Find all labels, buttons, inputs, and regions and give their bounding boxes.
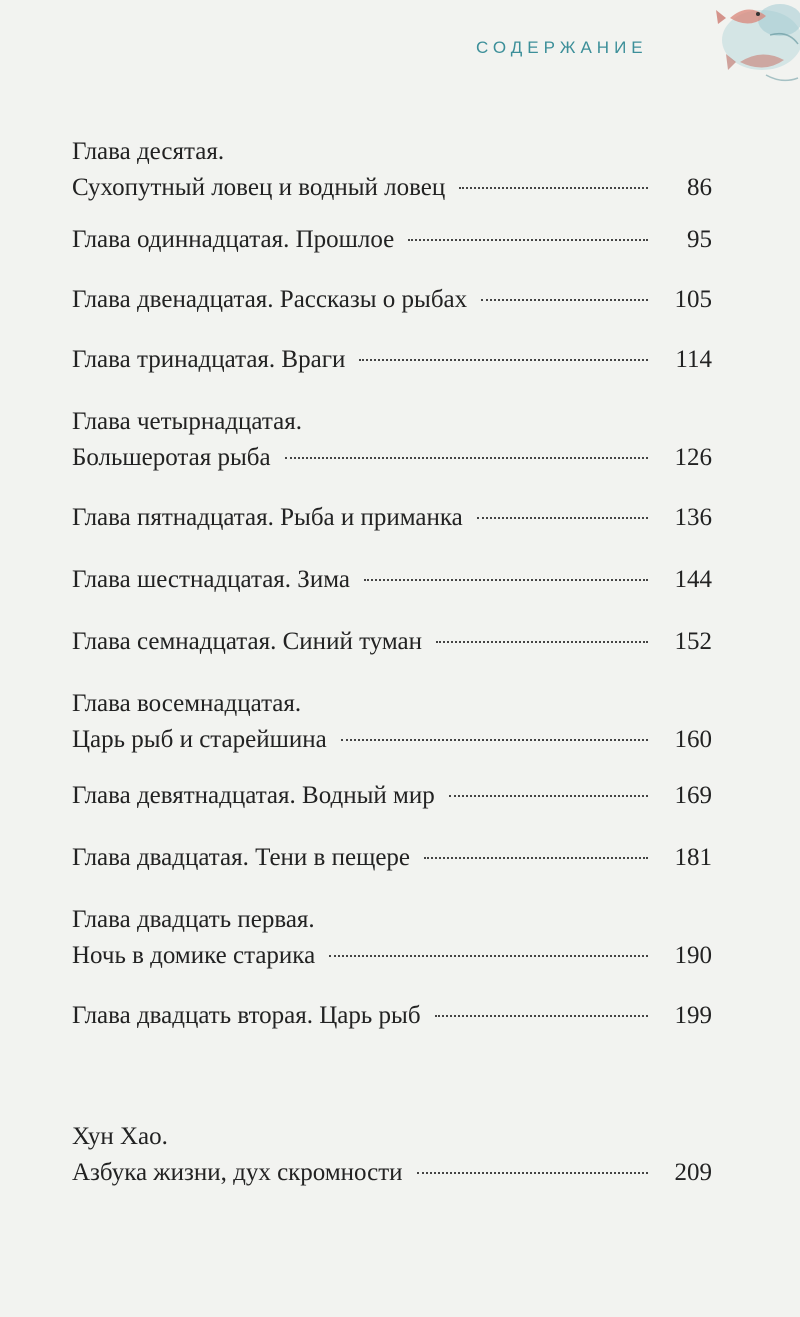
toc-entry bbox=[72, 902, 712, 974]
toc-entry-title: Глава двадцатая. Тени в пещере bbox=[72, 844, 411, 871]
toc-page-number: 126 bbox=[674, 444, 712, 471]
toc-entry-title: Глава пятнадцатая. Рыба и приманка bbox=[72, 504, 463, 531]
toc-page-number: 144 bbox=[674, 566, 712, 593]
toc-entry-heading: Глава десятая. bbox=[72, 138, 225, 165]
leader-dots bbox=[359, 359, 648, 361]
toc-entry-title: Ночь в домике старика bbox=[72, 942, 316, 969]
leader-dots bbox=[435, 1015, 648, 1017]
leader-dots bbox=[459, 187, 648, 189]
page-header-title: СОДЕРЖАНИЕ bbox=[476, 38, 648, 57]
fish-illustration bbox=[700, 0, 800, 90]
leader-dots bbox=[329, 955, 648, 957]
toc-entry-title: Сухопутный ловец и водный ловец bbox=[72, 174, 446, 201]
toc-page-number: 199 bbox=[674, 1002, 712, 1029]
toc-entry-title: Глава двадцать вторая. Царь рыб bbox=[72, 1002, 421, 1029]
toc-entry bbox=[72, 686, 712, 758]
toc-page-number: 209 bbox=[674, 1159, 712, 1186]
toc-entry bbox=[72, 500, 712, 536]
toc-entry-title: Глава тринадцатая. Враги bbox=[72, 346, 346, 373]
toc-page-number: 190 bbox=[674, 942, 712, 969]
toc-page-number: 160 bbox=[674, 726, 712, 753]
toc-entry-title: Царь рыб и старейшина bbox=[72, 726, 327, 753]
toc-page-number: 169 bbox=[674, 782, 712, 809]
leader-dots bbox=[449, 795, 648, 797]
leader-dots bbox=[364, 579, 648, 581]
leader-dots bbox=[477, 517, 648, 519]
toc-page-number: 95 bbox=[687, 226, 712, 253]
toc-entry-title: Глава девятнадцатая. Водный мир bbox=[72, 782, 435, 809]
leader-dots bbox=[417, 1172, 648, 1174]
leader-dots bbox=[408, 239, 648, 241]
toc-entry bbox=[72, 222, 712, 258]
toc-entry-heading: Глава двадцать первая. bbox=[72, 906, 315, 933]
toc-entry bbox=[72, 342, 712, 378]
toc-entry-heading: Глава четырнадцатая. bbox=[72, 408, 302, 435]
leader-dots bbox=[341, 739, 648, 741]
toc-entry bbox=[72, 562, 712, 598]
toc-page-number: 86 bbox=[687, 174, 712, 201]
toc-entry-title: Большеротая рыба bbox=[72, 444, 271, 471]
toc-entry bbox=[72, 404, 712, 476]
leader-dots bbox=[285, 457, 648, 459]
toc-entry-title: Глава шестнадцатая. Зима bbox=[72, 566, 350, 593]
toc-page-number: 105 bbox=[674, 286, 712, 313]
toc-entry-title: Глава семнадцатая. Синий туман bbox=[72, 628, 422, 655]
toc-page-number: 152 bbox=[674, 628, 712, 655]
toc-page-number: 136 bbox=[674, 504, 712, 531]
toc-entry-title: Азбука жизни, дух скромности bbox=[72, 1159, 403, 1186]
toc-entry bbox=[72, 624, 712, 660]
toc-entry-heading: Хун Хао. bbox=[72, 1123, 168, 1150]
toc-entry bbox=[72, 778, 712, 814]
toc-entry bbox=[72, 998, 712, 1034]
leader-dots bbox=[424, 857, 648, 859]
toc-entry-heading: Глава восемнадцатая. bbox=[72, 690, 302, 717]
toc-entry bbox=[72, 1119, 712, 1191]
toc-page-number: 114 bbox=[675, 346, 712, 373]
toc-entry bbox=[72, 134, 712, 206]
toc-entry-title: Глава одиннадцатая. Прошлое bbox=[72, 226, 395, 253]
leader-dots bbox=[436, 641, 648, 643]
toc-entry bbox=[72, 840, 712, 876]
toc-page-number: 181 bbox=[674, 844, 712, 871]
toc-entry bbox=[72, 282, 712, 318]
toc-entry-title: Глава двенадцатая. Рассказы о рыбах bbox=[72, 286, 468, 313]
leader-dots bbox=[481, 299, 648, 301]
